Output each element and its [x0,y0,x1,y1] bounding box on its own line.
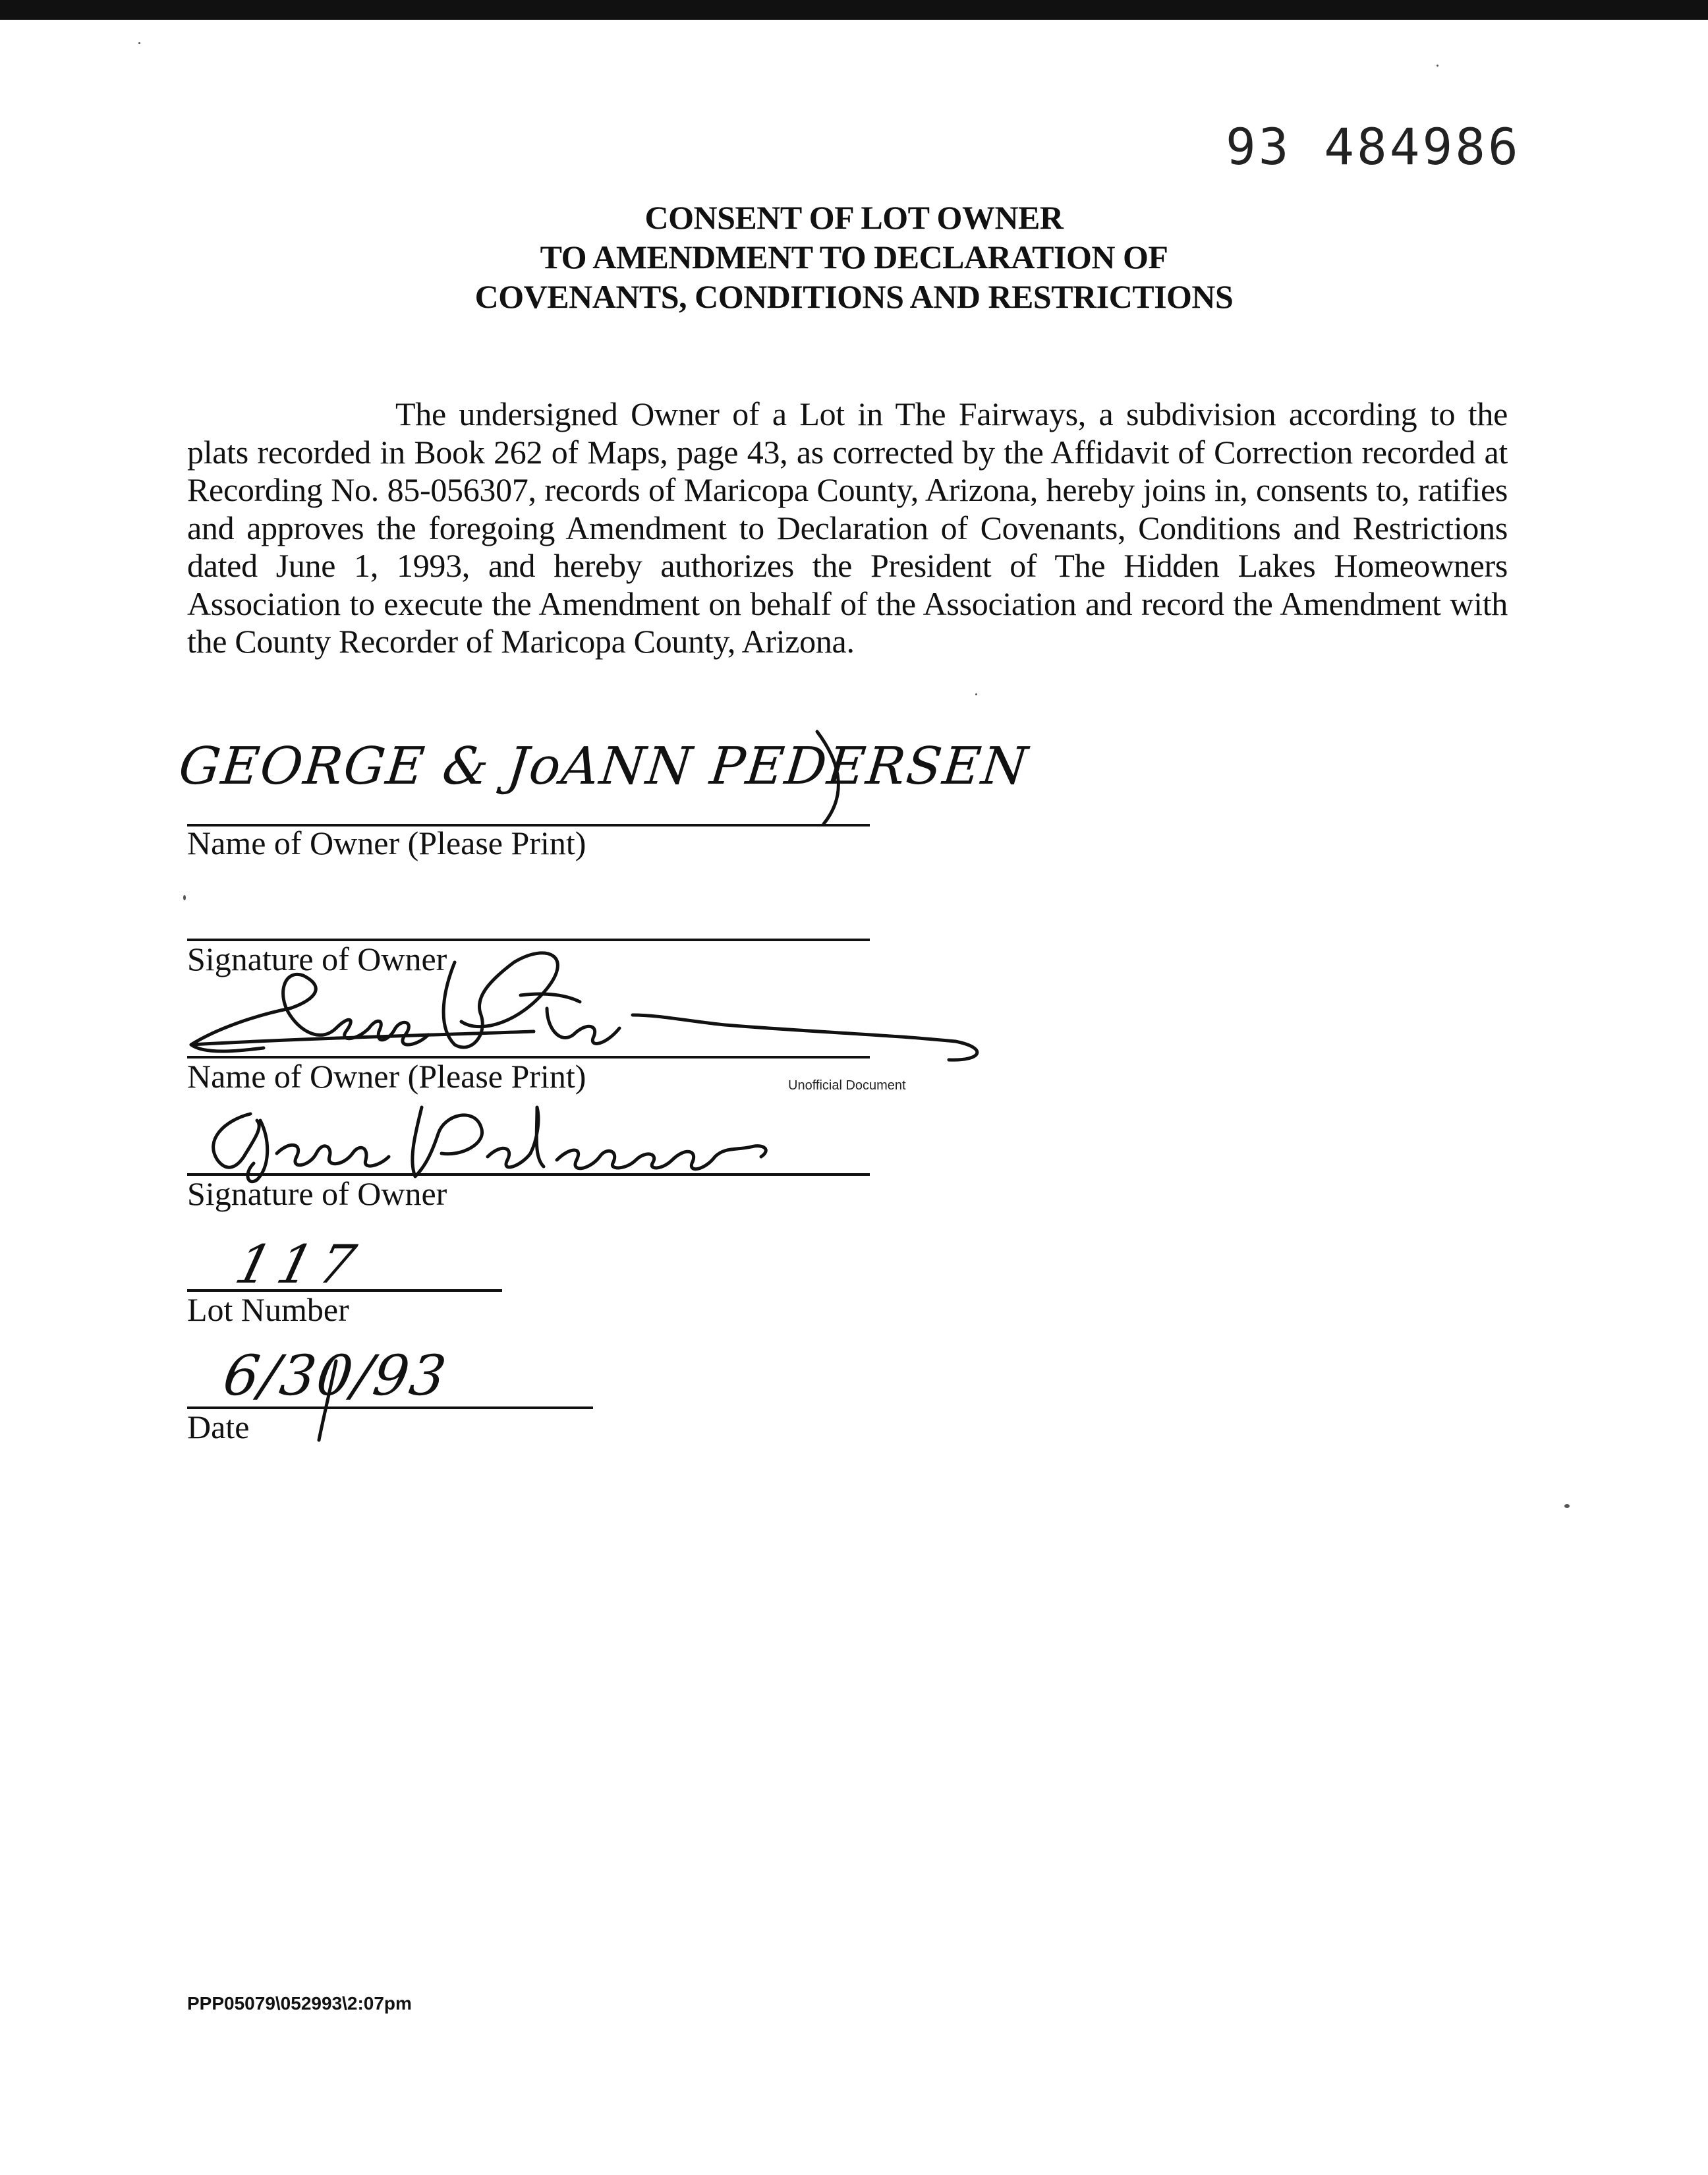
title-line-3: COVENANTS, CONDITIONS AND RESTRICTIONS [474,278,1234,315]
footer-document-code: PPP05079\052993\2:07pm [187,1993,412,2014]
scan-speck [975,693,977,695]
scan-speck [183,895,186,900]
recording-number: 93 484986 [1226,117,1521,176]
signature-1-label: Signature of Owner [187,941,447,977]
scan-speck [1564,1504,1570,1508]
signature-2-label: Signature of Owner [187,1175,447,1212]
owner-name-2-label: Name of Owner (Please Print) [187,1058,586,1095]
scan-border [0,0,1708,20]
lot-number-value: 117 [229,1234,370,1295]
date-label: Date [187,1408,250,1445]
date-value: 6/30/93 [219,1343,451,1408]
date-slash-stroke [310,1358,349,1443]
scan-speck [1437,65,1438,67]
lot-number-label: Lot Number [187,1291,349,1328]
joann-signature [198,1094,778,1186]
owner-name-1-label: Name of Owner (Please Print) [187,825,586,861]
unofficial-document-watermark: Unofficial Document [788,1078,906,1093]
scan-speck [138,42,140,44]
owner-name-1-flourish [778,725,870,830]
owner-name-1-value: GEORGE & JoANN PEDERSEN [176,737,1032,796]
title-line-2: TO AMENDMENT TO DECLARATION OF [540,239,1168,276]
consent-paragraph: The undersigned Owner of a Lot in The Fairways, a subdivision according to the plats recorded in Book 262 of Maps, page 43, as corrected by the Affidavit of Correction recorded at Recording No. 85-056307, records of Maricopa County, Arizona, hereby joins in, consents to, ratifies and approves the foregoing Amendment to Declaration of Covenants, Conditions and Restrictions dated June 1, 1993, and hereby authorizes the President of The Hidden Lakes Homeowners Association to execute the Amendment on behalf of the Association and record the Amendment with the County Recorder of Maricopa County, Arizona. [187,395,1508,660]
document-title [0,198,1708,316]
title-line-1: CONSENT OF LOT OWNER [644,199,1064,236]
